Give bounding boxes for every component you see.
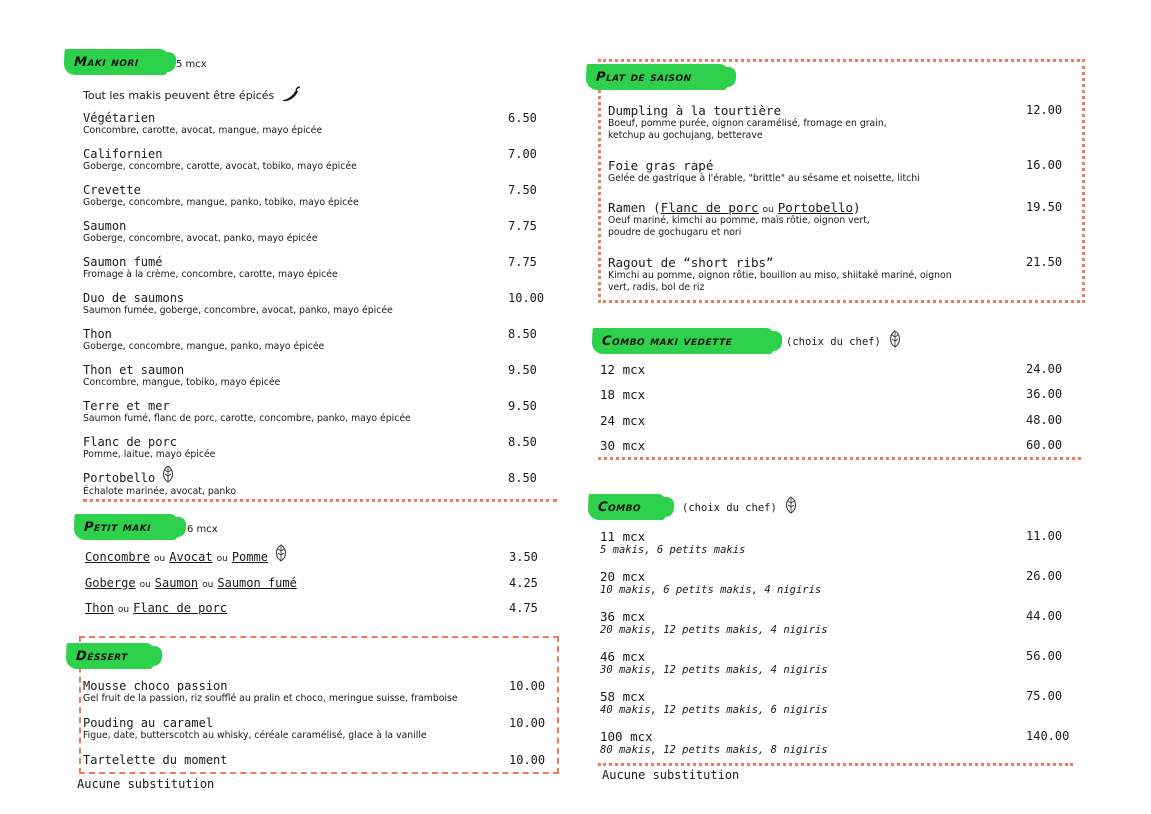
section-divider — [598, 457, 1081, 460]
maki-price: 7.00 — [508, 147, 537, 161]
combo-label: 36 mcx — [600, 609, 646, 624]
maki-description: Concombre, carotte, avocat, mangue, mayo épicée — [83, 125, 323, 136]
combo-description: 20 makis, 12 petits makis, 4 nigiris — [600, 624, 828, 636]
maki-price: 8.50 — [508, 471, 537, 485]
combo-label: 100 mcx — [600, 729, 653, 744]
maki-price: 8.50 — [508, 327, 537, 341]
petit-maki-option: Concombre — [85, 550, 151, 564]
combo-description: 5 makis, 6 petits makis — [600, 544, 746, 556]
combo-row — [600, 609, 828, 636]
maki-item — [83, 111, 322, 137]
plat-price: 21.50 — [1026, 255, 1063, 269]
plat-description: vert, radis, bol de riz — [608, 282, 705, 293]
petit-maki-options — [85, 601, 227, 615]
plat-item — [608, 103, 887, 142]
or-separator: ou — [139, 579, 151, 590]
combo-vedette-price: 36.00 — [1026, 387, 1063, 402]
combo-description: 40 makis, 12 petits makis, 6 nigiris — [600, 704, 828, 716]
combo-title: Combo — [597, 499, 642, 515]
maki-name: Saumon fumé — [83, 255, 163, 269]
maki-item — [83, 327, 324, 353]
combo-note-text: (choix du chef) — [682, 502, 777, 514]
plat-name: Dumpling à la tourtière — [608, 103, 782, 118]
combo-price: 11.00 — [1026, 529, 1063, 543]
petit-maki-price: 3.50 — [509, 550, 538, 564]
plat-name: Ragout de “short ribs” — [608, 255, 774, 270]
maki-price: 8.50 — [508, 435, 537, 449]
dessert-footer: Aucune substitution — [77, 777, 215, 791]
maki-description: Goberge, concombre, mangue, panko, mayo épicée — [83, 341, 325, 352]
dessert-item — [83, 679, 458, 705]
chili-pepper-icon — [281, 86, 301, 102]
combo-label: 11 mcx — [600, 529, 646, 544]
petit-maki-option: Goberge — [85, 575, 136, 590]
plat-item — [608, 200, 870, 239]
maki-name: Portobello — [83, 471, 236, 486]
spicy-note-text: Tout les makis peuvent être épicés — [83, 89, 275, 102]
combo-vedette-price: 48.00 — [1026, 412, 1063, 427]
petit-maki-title: Petit maki — [83, 519, 152, 535]
maki-item — [83, 219, 317, 245]
maki-nori-count: 5 mcx — [176, 59, 207, 70]
maki-description: Goberge, concombre, carotte, avocat, tobiko, mayo épicée — [83, 161, 357, 172]
plat-description: Oeuf mariné, kimchi au pomme, maïs rôtie, oignon vert, — [608, 215, 870, 226]
plat-price: 12.00 — [1026, 103, 1063, 117]
maki-description: Saumon fumé, flanc de porc, carotte, concombre, panko, mayo épicée — [83, 413, 411, 424]
combo-label: 46 mcx — [600, 649, 646, 664]
dessert-header — [65, 643, 154, 669]
plat-description: ketchup au gochujang, betterave — [608, 130, 763, 141]
combo-row — [600, 529, 745, 556]
combo-description: 30 makis, 12 petits makis, 4 nigiris — [600, 664, 828, 676]
petit-maki-option: Saumon — [154, 575, 199, 590]
maki-item — [83, 471, 236, 498]
combo-vedette-price: 24.00 — [1026, 362, 1063, 376]
combo-vedette-price: 60.00 — [1026, 437, 1063, 452]
dessert-item — [83, 716, 427, 742]
dessert-name: Pouding au caramel — [83, 716, 214, 730]
section-divider — [83, 499, 557, 502]
leaf-icon — [274, 544, 288, 565]
petit-maki-options — [85, 550, 288, 565]
leaf-icon — [784, 496, 798, 514]
combo-price: 44.00 — [1026, 609, 1063, 623]
maki-item — [83, 255, 338, 281]
plat-saison-title: Plat de saison — [595, 69, 693, 85]
dessert-name: Mousse choco passion — [83, 679, 228, 693]
petit-maki-header — [73, 514, 178, 540]
or-separator: ou — [154, 554, 166, 564]
maki-name: Terre et mer — [83, 399, 170, 413]
combo-note — [682, 502, 798, 514]
or-separator: ou — [117, 605, 130, 615]
combo-row — [600, 649, 828, 676]
maki-name: Crevette — [83, 183, 141, 197]
maki-item — [83, 147, 357, 173]
combo-row — [600, 689, 828, 716]
combo-row — [600, 569, 821, 596]
maki-description: Saumon fumée, goberge, concombre, avocat, panko, mayo épicée — [83, 305, 393, 316]
plat-description: Boeuf, pomme purée, oignon caramélisé, fromage en grain, — [608, 118, 887, 129]
combo-vedette-label: 30 mcx — [600, 437, 646, 453]
maki-description: Concombre, mangue, tobiko, mayo épicée — [83, 377, 281, 388]
plat-price: 19.50 — [1026, 200, 1063, 214]
combo-vedette-header — [591, 328, 774, 354]
maki-description: Pomme, laitue, mayo épicée — [83, 449, 216, 460]
dessert-price: 10.00 — [509, 679, 546, 693]
leaf-icon — [888, 330, 902, 348]
maki-item — [83, 399, 411, 425]
combo-header — [587, 494, 666, 520]
maki-item — [83, 435, 215, 461]
petit-maki-options — [85, 576, 297, 590]
combo-label: 58 mcx — [600, 689, 646, 704]
plat-name: Foie gras rapé — [608, 158, 714, 173]
combo-vedette-label: 12 mcx — [600, 362, 646, 377]
plat-name — [608, 200, 870, 215]
combo-vedette-note-text: (choix du chef) — [786, 336, 881, 348]
maki-item — [83, 291, 393, 317]
dessert-item — [83, 753, 228, 767]
maki-price: 7.50 — [508, 183, 537, 197]
combo-row — [600, 729, 828, 756]
maki-nori-title: Maki nori — [73, 54, 140, 70]
combo-description: 10 makis, 6 petits makis, 4 nigiris — [600, 584, 822, 596]
petit-maki-row — [85, 601, 227, 615]
petit-maki-option: Flanc de porc — [133, 601, 228, 615]
combo-price: 26.00 — [1026, 569, 1063, 583]
petit-maki-row — [85, 550, 288, 565]
maki-description: Fromage à la crème, concombre, carotte, mayo épicée — [83, 269, 338, 280]
petit-maki-price: 4.75 — [509, 601, 538, 615]
maki-name: Thon — [83, 327, 112, 341]
dessert-title: Déssert — [75, 648, 129, 664]
maki-price: 7.75 — [508, 255, 537, 269]
maki-name: Saumon — [83, 219, 127, 233]
plat-item — [608, 255, 952, 294]
petit-maki-option: Saumon fumé — [217, 575, 297, 590]
plat-description: Kimchi au pomme, oignon rôtie, bouillon au miso, shiitaké mariné, oignon — [608, 270, 952, 281]
maki-price: 9.50 — [508, 363, 537, 377]
petit-maki-option: Thon — [85, 601, 114, 615]
plat-price: 16.00 — [1026, 158, 1063, 172]
maki-price: 10.00 — [508, 291, 545, 305]
combo-vedette-note — [786, 336, 902, 348]
petit-maki-row — [85, 576, 297, 590]
combo-vedette-label: 18 mcx — [600, 387, 646, 403]
maki-description: Goberge, concombre, mangue, panko, tobiko, mayo épicée — [83, 197, 359, 208]
maki-description: Goberge, concombre, avocat, panko, mayo épicée — [83, 233, 318, 244]
dessert-name: Tartelette du moment — [83, 753, 228, 767]
plat-description: poudre de gochugaru et nori — [608, 227, 742, 238]
combo-description: 80 makis, 12 petits makis, 8 nigiris — [600, 744, 828, 756]
or-separator: ou — [762, 205, 774, 215]
plat-saison-header — [585, 64, 728, 90]
plat-name-option: Portobello — [777, 200, 854, 215]
dessert-price: 10.00 — [509, 753, 546, 767]
petit-maki-count: 6 mcx — [187, 524, 218, 535]
combo-label: 20 mcx — [600, 569, 646, 584]
combo-price: 75.00 — [1026, 689, 1063, 703]
petit-maki-option: Avocat — [169, 550, 213, 564]
plat-name-prefix: Ramen ( — [608, 200, 661, 215]
combo-price: 56.00 — [1026, 649, 1063, 663]
maki-price: 9.50 — [508, 399, 537, 413]
maki-item — [83, 183, 359, 209]
petit-maki-price: 4.25 — [509, 575, 538, 590]
combo-vedette-label: 24 mcx — [600, 412, 646, 428]
dessert-description: Figue, date, butterscotch au whisky, céréale caramélisé, glace à la vanille — [83, 730, 427, 741]
maki-price: 7.75 — [508, 219, 537, 233]
maki-description: Échalote marinée, avocat, panko — [83, 486, 237, 497]
maki-nori-header — [63, 49, 168, 75]
maki-name: Californien — [83, 147, 163, 161]
combo-footer: Aucune substitution — [602, 768, 740, 782]
plat-item — [608, 158, 920, 185]
or-separator: ou — [216, 554, 228, 564]
maki-name: Duo de saumons — [83, 291, 185, 305]
plat-description: Gelée de gastrique à l'érable, "brittle" au sésame et noisette, litchi — [608, 173, 920, 184]
maki-name: Végétarien — [83, 111, 156, 125]
dessert-price: 10.00 — [509, 716, 546, 730]
section-divider — [598, 763, 1073, 766]
combo-price: 140.00 — [1026, 729, 1070, 743]
combo-vedette-title: Combo maki vedette — [601, 333, 733, 349]
dessert-description: Gel fruit de la passion, riz soufflé au pralin et choco, meringue suisse, framboise — [83, 693, 458, 704]
maki-name: Thon et saumon — [83, 363, 185, 377]
plat-name-option: Flanc de porc — [660, 200, 759, 215]
or-separator: ou — [202, 579, 214, 590]
maki-price: 6.50 — [508, 111, 537, 125]
plat-name-suffix: ) — [853, 200, 861, 215]
maki-name: Flanc de porc — [83, 435, 177, 449]
leaf-icon — [161, 465, 175, 486]
petit-maki-option: Pomme — [231, 550, 268, 564]
maki-item — [83, 363, 280, 389]
spicy-note — [83, 89, 301, 102]
